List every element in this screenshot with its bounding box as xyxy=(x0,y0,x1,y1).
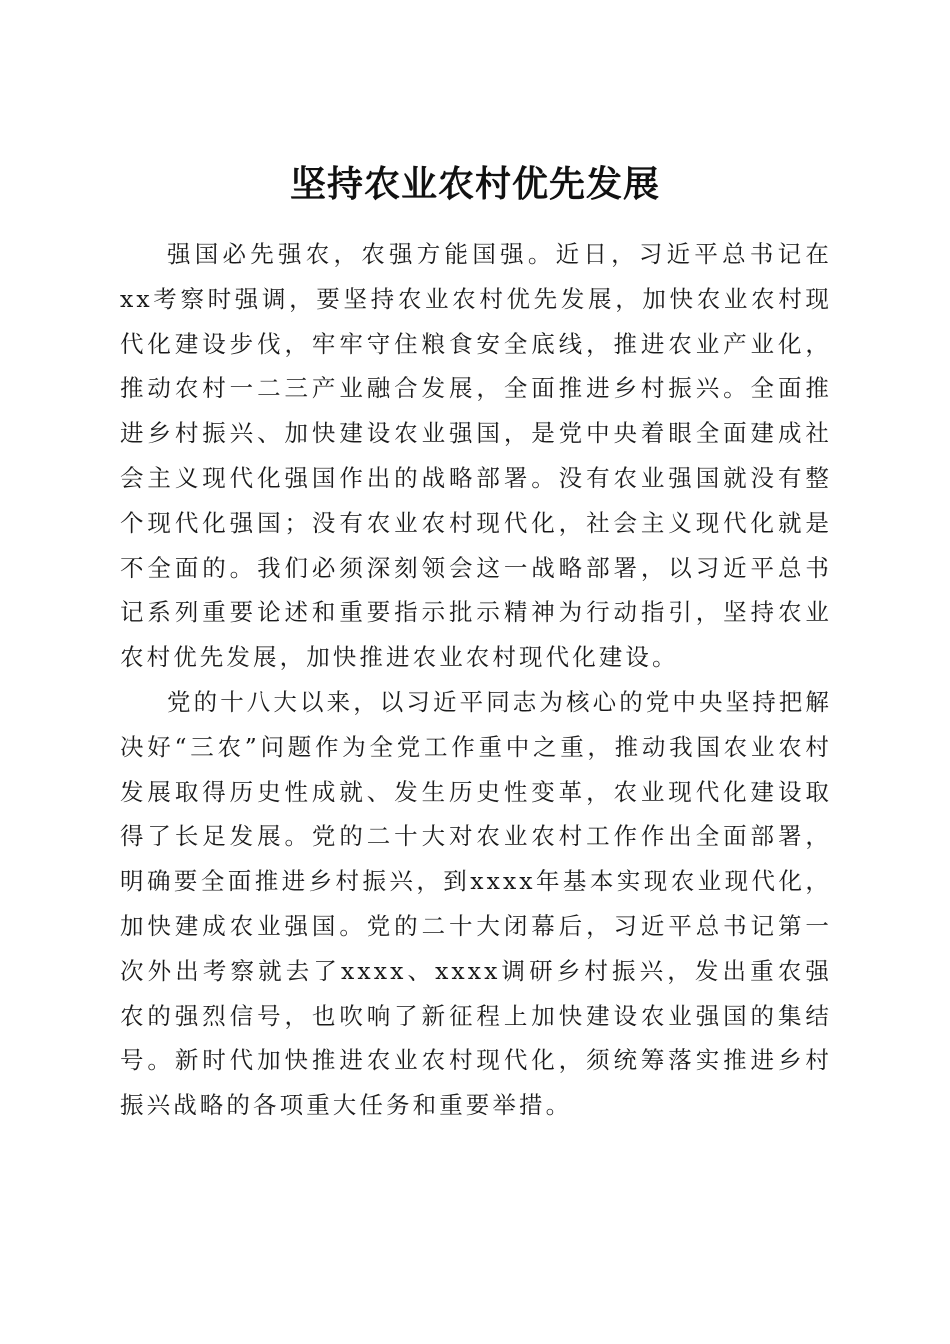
page-title: 坚持农业农村优先发展 xyxy=(289,163,660,206)
paragraph: 党的十八大以来，以习近平同志为核心的党中央坚持把解决好“三农”问题作为全党工作重中之重，推动我国农业农村发展取得历史性成就、发生历史性变革，农业现代化建设取得了长足发展。党的二十大对农业农村工作作出全面部署，明确要全面推进乡村振兴，到xxxx年基本实现农业现代化，加快建成农业强国。党的二十大闭幕后，习近平总书记第一次外出考察就去了xxxx、xxxx调研乡村振兴，发出重农强农的强烈信号，也吹响了新征程上加快建设农业强国的集结号。新时代加快推进农业农村现代化，须统筹落实推进乡村振兴战略的各项重大任务和重要举措。 xyxy=(120,687,832,1120)
paragraph: 强国必先强农，农强方能国强。近日，习近平总书记在xx考察时强调，要坚持农业农村优先发展，加快农业农村现代化建设步伐，牢牢守住粮食安全底线，推进农业产业化，推动农村一二三产业融合发展，全面推进乡村振兴。全面推进乡村振兴、加快建设农业强国，是党中央着眼全面建成社会主义现代化强国作出的战略部署。没有农业强国就没有整个现代化强国；没有农业农村现代化，社会主义现代化就是不全面的。我们必须深刻领会这一战略部署，以习近平总书记系列重要论述和重要指示批示精神为行动指引，坚持农业农村优先发展，加快推进农业农村现代化建设。 xyxy=(120,240,832,672)
document-body xyxy=(120,232,832,1128)
